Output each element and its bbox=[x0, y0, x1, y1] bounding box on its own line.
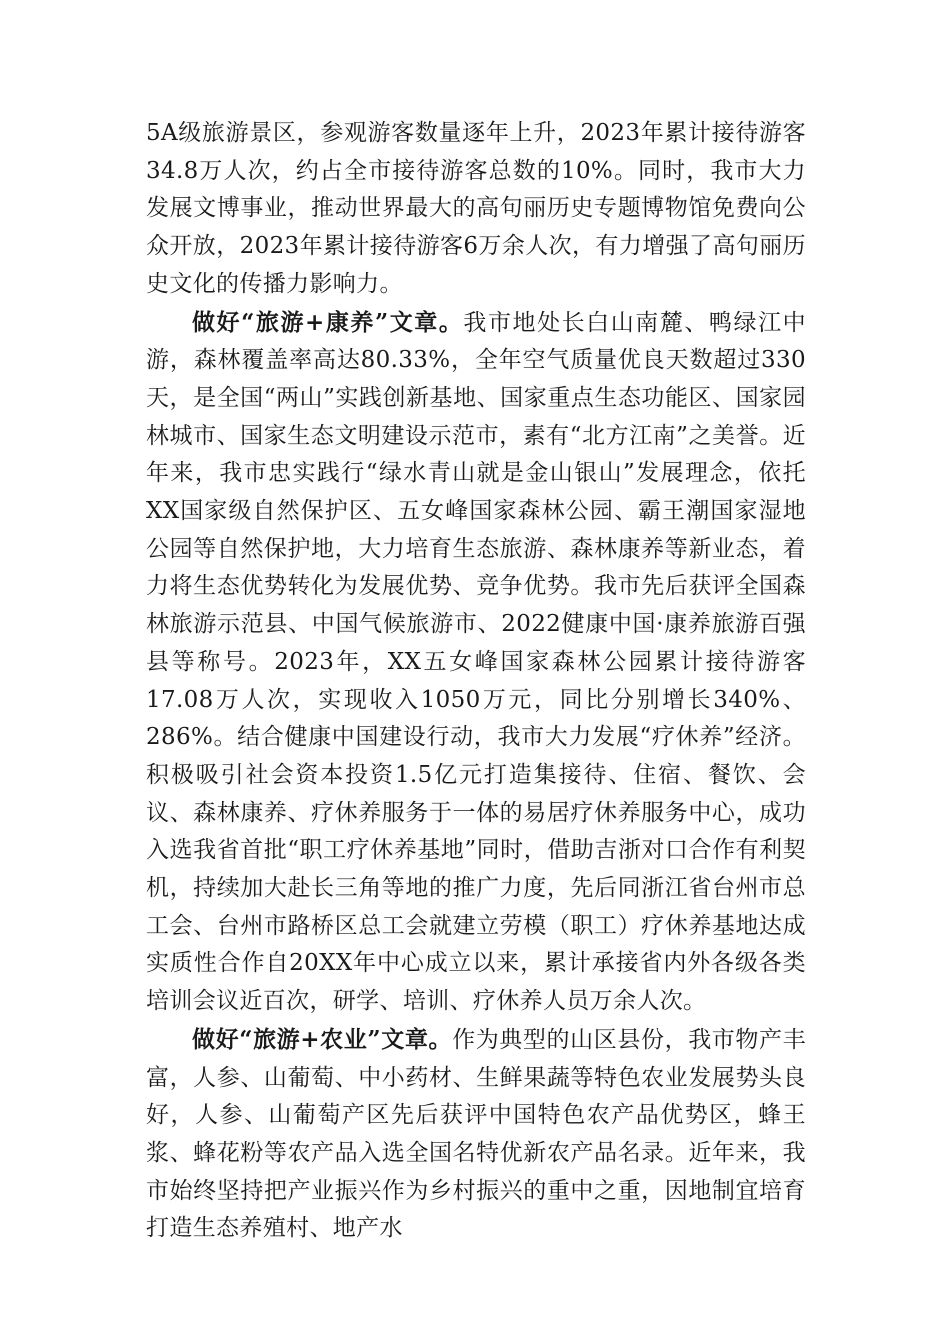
paragraph-text: 作为典型的山区县份，我市物产丰富，人参、山葡萄、中小药材、生鲜果蔬等特色农业发展势头良好，人参、山葡萄产区先后获评中国特色农产品优势区，蜂王浆、蜂花粉等农产品入选全国名特优新农产品名录。近年来，我市始终坚持把产业振兴作为乡村振兴的重中之重，因地制宜培育打造生态养殖村、地产水 bbox=[146, 1026, 806, 1242]
paragraph-tourism-wellness bbox=[146, 304, 806, 1021]
paragraph-text: 我市地处长白山南麓、鸭绿江中游，森林覆盖率高达80.33%，全年空气质量优良天数超过330天，是全国“两山”实践创新基地、国家重点生态功能区、国家园林城市、国家生态文明建设示范市，素有“北方江南”之美誉。近年来，我市忠实践行“绿水青山就是金山银山”发展理念，依托XX国家级自然保护区、五女峰国家森林公园、霸王潮国家湿地公园等自然保护地，大力培育生态旅游、森林康养等新业态，着力将生态优势转化为发展优势、竞争优势。我市先后获评全国森林旅游示范县、中国气候旅游市、2022健康中国·康养旅游百强县等称号。2023年，XX五女峰国家森林公园累计接待游客17.08万人次，实现收入1050万元，同比分别增长340%、286%。结合健康中国建设行动，我市大力发展“疗休养”经济。积极吸引社会资本投资1.5亿元打造集接待、住宿、餐饮、会议、森林康养、疗休养服务于一体的易居疗休养服务中心，成功入选我省首批“职工疗休养基地”同时，借助吉浙对口合作有利契机，持续加大赴长三角等地的推广力度，先后同浙江省台州市总工会、台州市路桥区总工会就建立劳模（职工）疗休养基地达成实质性合作自20XX年中心成立以来，累计承接省内外各级各类培训会议近百次，研学、培训、疗休养人员万余人次。 bbox=[146, 309, 806, 1015]
section-heading: 做好“旅游+农业”文章。 bbox=[192, 1025, 453, 1053]
paragraph-intro bbox=[146, 115, 806, 304]
section-heading: 做好“旅游+康养”文章。 bbox=[192, 308, 464, 336]
paragraph-tourism-agriculture bbox=[146, 1021, 806, 1248]
document-body bbox=[146, 115, 806, 1248]
paragraph-text: 5A级旅游景区，参观游客数量逐年上升，2023年累计接待游客34.8万人次，约占全市接待游客总数的10%。同时，我市大力发展文博事业，推动世界最大的高句丽历史专题博物馆免费向公众开放，2023年累计接待游客6万余人次，有力增强了高句丽历史文化的传播力影响力。 bbox=[146, 120, 806, 297]
